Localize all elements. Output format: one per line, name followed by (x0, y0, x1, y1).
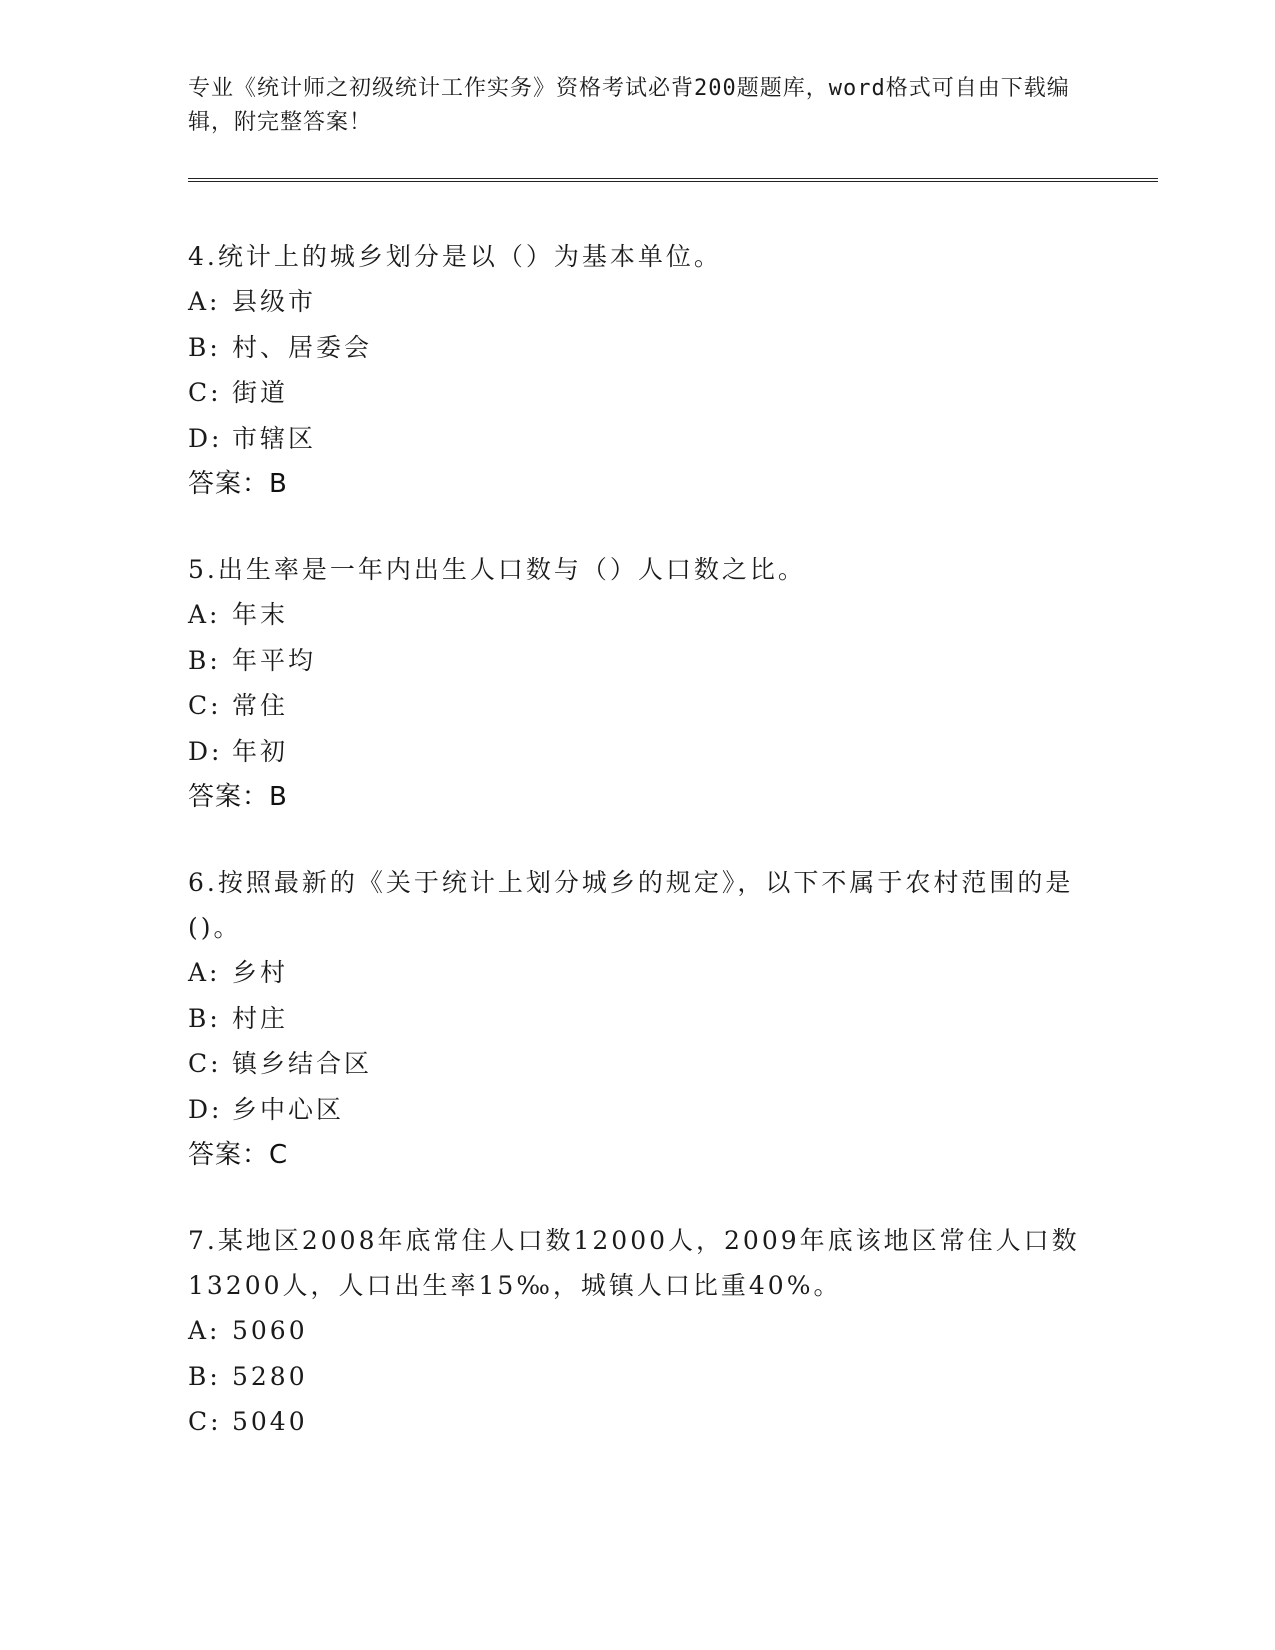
option-d (188, 416, 1088, 462)
option-text: 县级市 (232, 287, 317, 316)
question-stem: 6.按照最新的《关于统计上划分城乡的规定》，以下不属于农村范围的是()。 (188, 868, 1074, 942)
option-text: 街道 (232, 378, 289, 407)
option-key: C: (188, 378, 222, 407)
option-key: A: (188, 600, 221, 629)
option-text: 年平均 (232, 645, 317, 675)
option-text: 年末 (232, 600, 289, 629)
question-stem: 5.出生率是一年内出生人口数与（）人口数之比。 (188, 555, 806, 584)
option-b (188, 1354, 1088, 1400)
option-c (188, 683, 1088, 729)
option-key: B: (188, 1003, 221, 1033)
question-5 (188, 547, 1088, 820)
option-text: 5060 (232, 1316, 308, 1345)
option-c (188, 370, 1088, 416)
option-b (188, 325, 1088, 371)
option-key: C: (188, 1407, 222, 1436)
option-d (188, 729, 1088, 775)
answer-line: 答案：B (188, 469, 288, 499)
option-a (188, 950, 1088, 996)
option-text: 5280 (232, 1361, 308, 1391)
question-stem: 4.统计上的城乡划分是以（）为基本单位。 (188, 242, 722, 271)
option-text: 市辖区 (232, 423, 317, 453)
option-text: 镇乡结合区 (232, 1049, 373, 1078)
option-key: A: (188, 1316, 221, 1345)
header-divider (188, 178, 1158, 182)
question-list (188, 234, 1088, 1485)
option-text: 乡村 (232, 958, 289, 987)
option-key: C: (188, 1049, 222, 1078)
option-key: D: (188, 423, 223, 453)
option-key: C: (188, 691, 222, 720)
question-6 (188, 860, 1088, 1178)
option-key: D: (188, 1094, 223, 1124)
question-7 (188, 1218, 1088, 1445)
option-key: B: (188, 332, 221, 362)
option-key: B: (188, 1361, 221, 1391)
option-key: A: (188, 958, 221, 987)
option-c (188, 1041, 1088, 1087)
option-text: 5040 (232, 1407, 308, 1436)
option-a (188, 592, 1088, 638)
option-text: 村、居委会 (232, 332, 373, 362)
document-header: 专业《统计师之初级统计工作实务》资格考试必背200题题库，word格式可自由下载编辑，附完整答案！ (188, 76, 1070, 135)
question-stem: 7.某地区2008年底常住人口数12000人，2009年底该地区常住人口数13200人，人口出生率15‰，城镇人口比重40%。 (188, 1226, 1080, 1300)
option-a (188, 279, 1088, 325)
option-a (188, 1308, 1088, 1354)
option-key: A: (188, 287, 221, 316)
option-b (188, 638, 1088, 684)
option-text: 乡中心区 (232, 1094, 345, 1124)
option-b (188, 996, 1088, 1042)
option-text: 年初 (232, 736, 289, 766)
option-key: D: (188, 736, 223, 766)
answer-line: 答案：C (188, 1140, 289, 1170)
option-text: 村庄 (232, 1003, 289, 1033)
option-text: 常住 (232, 691, 289, 720)
answer-line: 答案：B (188, 782, 288, 812)
option-key: B: (188, 645, 221, 675)
question-4 (188, 234, 1088, 507)
option-d (188, 1087, 1088, 1133)
option-c (188, 1399, 1088, 1445)
